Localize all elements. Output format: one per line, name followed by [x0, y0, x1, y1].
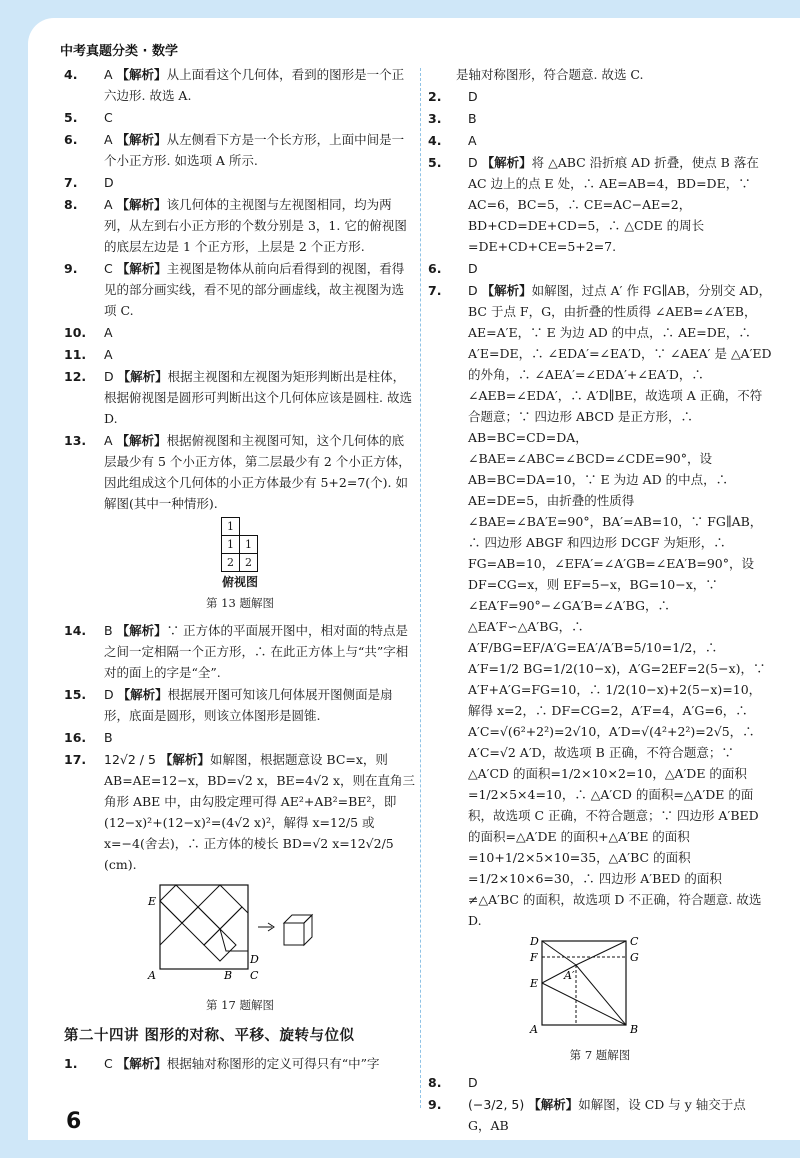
figure-13-caption: 第 13 题解图	[206, 596, 274, 610]
item-number: 10.	[64, 325, 87, 340]
item-answer: D	[104, 369, 114, 384]
analysis-tag: 【解析】	[481, 155, 532, 170]
item-number: 4.	[428, 133, 442, 148]
item-text: 根据展开图可知该几何体展开图侧面是扇形，底面是圆形，则该立体图形是圆锥.	[104, 687, 393, 723]
answer-list-right-1	[428, 64, 772, 931]
item-answer: D	[468, 283, 478, 298]
grid-cell: 2	[239, 553, 258, 572]
answer-item	[64, 258, 416, 321]
item-number: 13.	[64, 433, 87, 448]
line-DA1	[542, 941, 576, 965]
net-face-2	[182, 907, 220, 945]
label-A: A	[148, 969, 156, 982]
answer-item	[64, 129, 416, 171]
answer-item	[64, 322, 416, 343]
item-answer: A	[104, 433, 113, 448]
item-number: 4.	[64, 67, 78, 82]
label-C: C	[630, 935, 639, 948]
item-answer: B	[104, 623, 113, 638]
item-text: 从左侧看下方是一个长方形，上面中间是一个小正方形. 如选项 A 所示.	[104, 132, 405, 168]
item-text: 根据主视图和左视图为矩形判断出是柱体，根据俯视图是圆形可判断出这个几何体应该是圆柱. 故选 D.	[104, 369, 412, 426]
answer-item	[428, 64, 772, 85]
net-face-1	[160, 885, 198, 923]
right-column	[428, 64, 772, 1137]
item-text: 如解图，过点 A′ 作 FG∥AB，分别交 AD，BC 于点 F，G，由折叠的性质得 ∠AEB=∠A′EB，AE=A′E，∵ E 为边 AD 的中点，∴ AE=DE，∴ A′E=DE，∴ ∠EDA′=∠EA′D，∵ ∠AEA′ 是 △A′ED 的外角，∴ ∠AEA′=∠EDA′+∠EA′D，∴ ∠AEB=∠EDA′，∴ A′D∥BE，故选项 A 正确，不符合题意；∵ 四边形 ABCD 是正方形，∴ AB=BC=CD=DA，∠BAE=∠ABC=∠BCD=∠CDE=90°，设 AB=BC=DA=10，∵ E 为边 AD 的中点，∴ AE=DE=5，由折叠的性质得 ∠BAE=∠BA′E=90°，BA′=AB=10，∵ FG∥AB，∴ 四边形 ABGF 和四边形 DCGF 为矩形，∴ FG=AB=10，∠EFA′=∠A′GB=∠EA′B=90°，设 DF=CG=x，则 EF=5−x，BG=10−x，∵ ∠EA′F=90°−∠GA′B=∠A′BG，∴ △EA′F∽△A′BG，∴ A′F/BG=EF/A′G=EA′/A′B=5/10=1/2，∴ A′F=1/2 BG=1/2(10−x)，A′G=2EF=2(5−x)，∵ A′F+A′G=FG=10，∴ 1/2(10−x)+2(5−x)=10，解得 x=2，∴ DF=CG=2，A′F=4，A′G=6，∴ A′C=√(6²+2²)=2√10，A′D=√(4²+2²)=2√5，∴ A′C=√2 A′D，故选项 B 正确，不符合题意；∵ △A′CD 的面积=1/2×10×2=10，△A′DE 的面积=1/2×5×4=10，∴ △A′CD 的面积=△A′DE 的面积，故选项 C 正确，不符合题意；∵ 四边形 A′BED 的面积=△A′DE 的面积+△A′BE 的面积=10+1/2×5×10=35，△A′BC 的面积=1/2×10×6=30，∴ 四边形 A′BED 的面积≠△A′BC 的面积，故选项 D 不正确，符合题意. 故选 D.	[468, 283, 772, 928]
item-number: 5.	[64, 110, 78, 125]
net-face-5	[204, 929, 236, 961]
item-number: 17.	[64, 752, 87, 767]
item-answer: 12√2 / 5	[104, 752, 156, 767]
answer-item	[428, 1094, 772, 1136]
answer-item	[64, 749, 416, 875]
label-B: B	[630, 1023, 639, 1036]
figure-17	[64, 879, 416, 1016]
label-A-prime: A′	[564, 969, 575, 982]
answer-list-left-3	[64, 1053, 416, 1074]
answer-item	[64, 366, 416, 429]
square-ABCD	[542, 941, 626, 1025]
item-number: 7.	[64, 175, 78, 190]
item-answer: A	[104, 197, 113, 212]
item-answer: C	[104, 1056, 113, 1071]
answer-item	[64, 1053, 416, 1074]
answer-item	[64, 620, 416, 683]
analysis-tag: 【解析】	[116, 1056, 167, 1071]
item-answer: A	[104, 347, 113, 362]
answer-item	[64, 727, 416, 748]
item-answer: D	[104, 687, 114, 702]
analysis-tag: 【解析】	[117, 687, 168, 702]
answer-item	[428, 108, 772, 129]
label-D: D	[530, 935, 539, 948]
item-number: 12.	[64, 369, 87, 384]
page-header: 中考真题分类 · 数学	[60, 44, 178, 59]
column-divider	[420, 68, 421, 1108]
item-answer: D	[468, 155, 478, 170]
analysis-tag: 【解析】	[481, 283, 532, 298]
answer-item	[64, 194, 416, 257]
analysis-tag: 【解析】	[116, 132, 167, 147]
figure-13	[64, 518, 416, 614]
item-answer: D	[468, 261, 478, 276]
label-B: B	[224, 969, 233, 982]
answer-item	[64, 684, 416, 726]
label-D: D	[250, 953, 259, 966]
item-answer: (−3/2, 5)	[468, 1097, 525, 1112]
item-answer: A	[104, 325, 113, 340]
answer-item	[428, 1072, 772, 1093]
figure-17-caption: 第 17 题解图	[206, 998, 274, 1012]
arrow-icon	[258, 923, 274, 931]
item-text: 如解图，设 CD 与 y 轴交于点 G，AB	[468, 1097, 746, 1133]
cube-side	[304, 915, 312, 945]
left-column	[64, 64, 416, 1075]
item-number: 2.	[428, 89, 442, 104]
figure-7-diagram	[500, 935, 700, 1039]
item-number: 3.	[428, 111, 442, 126]
answer-item	[428, 130, 772, 151]
item-answer: B	[468, 111, 477, 126]
cube-front	[284, 923, 304, 945]
label-E: E	[530, 977, 539, 990]
item-number: 11.	[64, 347, 87, 362]
item-answer: A	[104, 132, 113, 147]
item-number: 16.	[64, 730, 87, 745]
net-face-4	[220, 907, 248, 951]
grid-cell: 1	[239, 535, 258, 554]
page	[28, 18, 800, 1140]
figure-13-title: 俯视图	[221, 575, 258, 589]
line-A1C	[576, 941, 626, 965]
section-title: 第二十四讲 图形的对称、平移、旋转与位似	[64, 1028, 355, 1044]
label-A: A	[530, 1023, 538, 1036]
figure-7	[428, 935, 772, 1066]
item-text: 根据俯视图和主视图可知，这个几何体的底层最少有 5 个小正方体，第二层最少有 2 个小正方体，因此组成这个几何体的小正方体最少有 5+2=7(个). 如解图(其中一种情形).	[104, 433, 411, 511]
item-text: 是轴对称图形，符合题意. 故选 C.	[456, 67, 644, 82]
outer-square	[160, 885, 248, 969]
item-answer: B	[104, 730, 113, 745]
answer-list-right-2	[428, 1072, 772, 1136]
answer-item	[64, 172, 416, 193]
analysis-tag: 【解析】	[116, 197, 167, 212]
grid-cell: 1	[221, 535, 240, 554]
item-number: 15.	[64, 687, 87, 702]
item-text: 根据轴对称图形的定义可得只有“中”字	[166, 1056, 380, 1071]
item-text: ∵ 正方体的平面展开图中，相对面的特点是之间一定相隔一个正方形，∴ 在此正方体上与“共”字相对的面上的字是“全”.	[104, 623, 409, 680]
analysis-tag: 【解析】	[528, 1097, 579, 1112]
item-number: 9.	[428, 1097, 442, 1112]
analysis-tag: 【解析】	[117, 369, 168, 384]
answer-item	[428, 258, 772, 279]
item-number: 7.	[428, 283, 442, 298]
item-number: 6.	[428, 261, 442, 276]
net-face-6	[160, 901, 182, 945]
item-number: 14.	[64, 623, 87, 638]
item-number: 8.	[64, 197, 78, 212]
item-text: 如解图，根据题意设 BC=x，则 AB=AE=12−x，BD=√2 x，BE=4√2 x，则在直角三角形 ABE 中，由勾股定理可得 AE²+AB²=BE²，即(12−x)²+(12−x)²=(4√2 x)²，解得 x=12/5 或 x=−4(舍去)，∴ 正方体的棱长 BD=√2 x=12√2/5 (cm).	[104, 752, 416, 872]
item-answer: A	[104, 67, 113, 82]
item-number: 5.	[428, 155, 442, 170]
grid-cell: 2	[221, 553, 240, 572]
answer-item	[428, 152, 772, 257]
item-number: 9.	[64, 261, 78, 276]
item-number: 1.	[64, 1056, 78, 1071]
net-face-3	[198, 885, 242, 929]
top-view-grid	[222, 518, 258, 572]
item-answer: D	[104, 175, 114, 190]
analysis-tag: 【解析】	[116, 623, 167, 638]
analysis-tag: 【解析】	[116, 261, 167, 276]
answer-item	[64, 430, 416, 514]
item-answer: D	[468, 89, 478, 104]
answer-list-left-2	[64, 620, 416, 875]
label-E: E	[148, 895, 157, 908]
label-F: F	[530, 951, 538, 964]
answer-item	[428, 86, 772, 107]
figure-17-diagram	[120, 879, 360, 989]
answer-item	[64, 64, 416, 106]
item-answer: D	[468, 1075, 478, 1090]
line-A1B	[576, 965, 626, 1025]
item-text: 从上面看这个几何体，看到的图形是一个正六边形. 故选 A.	[104, 67, 405, 103]
item-text: 主视图是物体从前向后看得到的视图，看得见的部分画实线，看不见的部分画虚线，故主视图为选项 C.	[104, 261, 405, 318]
answer-item	[428, 280, 772, 931]
analysis-tag: 【解析】	[159, 752, 210, 767]
answer-item	[64, 344, 416, 365]
grid-cell: 1	[221, 517, 240, 536]
page-number: 6	[66, 1109, 82, 1134]
item-answer: C	[104, 110, 113, 125]
label-G: G	[630, 951, 639, 964]
answer-list-left-1	[64, 64, 416, 514]
item-number: 6.	[64, 132, 78, 147]
item-text: 将 △ABC 沿折痕 AD 折叠，使点 B 落在 AC 边上的点 E 处，∴ AE=AB=4，BD=DE，∵ AC=6，BC=5，∴ CE=AC−AE=2，BD+CD=DE+CD=5，∴ △CDE 的周长=DE+CD+CE=5+2=7.	[468, 155, 759, 254]
figure-7-caption: 第 7 题解图	[569, 1048, 631, 1062]
item-answer: A	[468, 133, 477, 148]
item-number: 8.	[428, 1075, 442, 1090]
item-answer: C	[104, 261, 113, 276]
answer-item	[64, 107, 416, 128]
label-C: C	[250, 969, 259, 982]
line-EB	[542, 983, 626, 1025]
item-text: 该几何体的主视图与左视图相同，均为两列，从左到右小正方形的个数分别是 3，1. 它的俯视图的底层左边是 1 个正方形，上层是 2 个正方形.	[104, 197, 407, 254]
analysis-tag: 【解析】	[116, 67, 167, 82]
analysis-tag: 【解析】	[116, 433, 167, 448]
